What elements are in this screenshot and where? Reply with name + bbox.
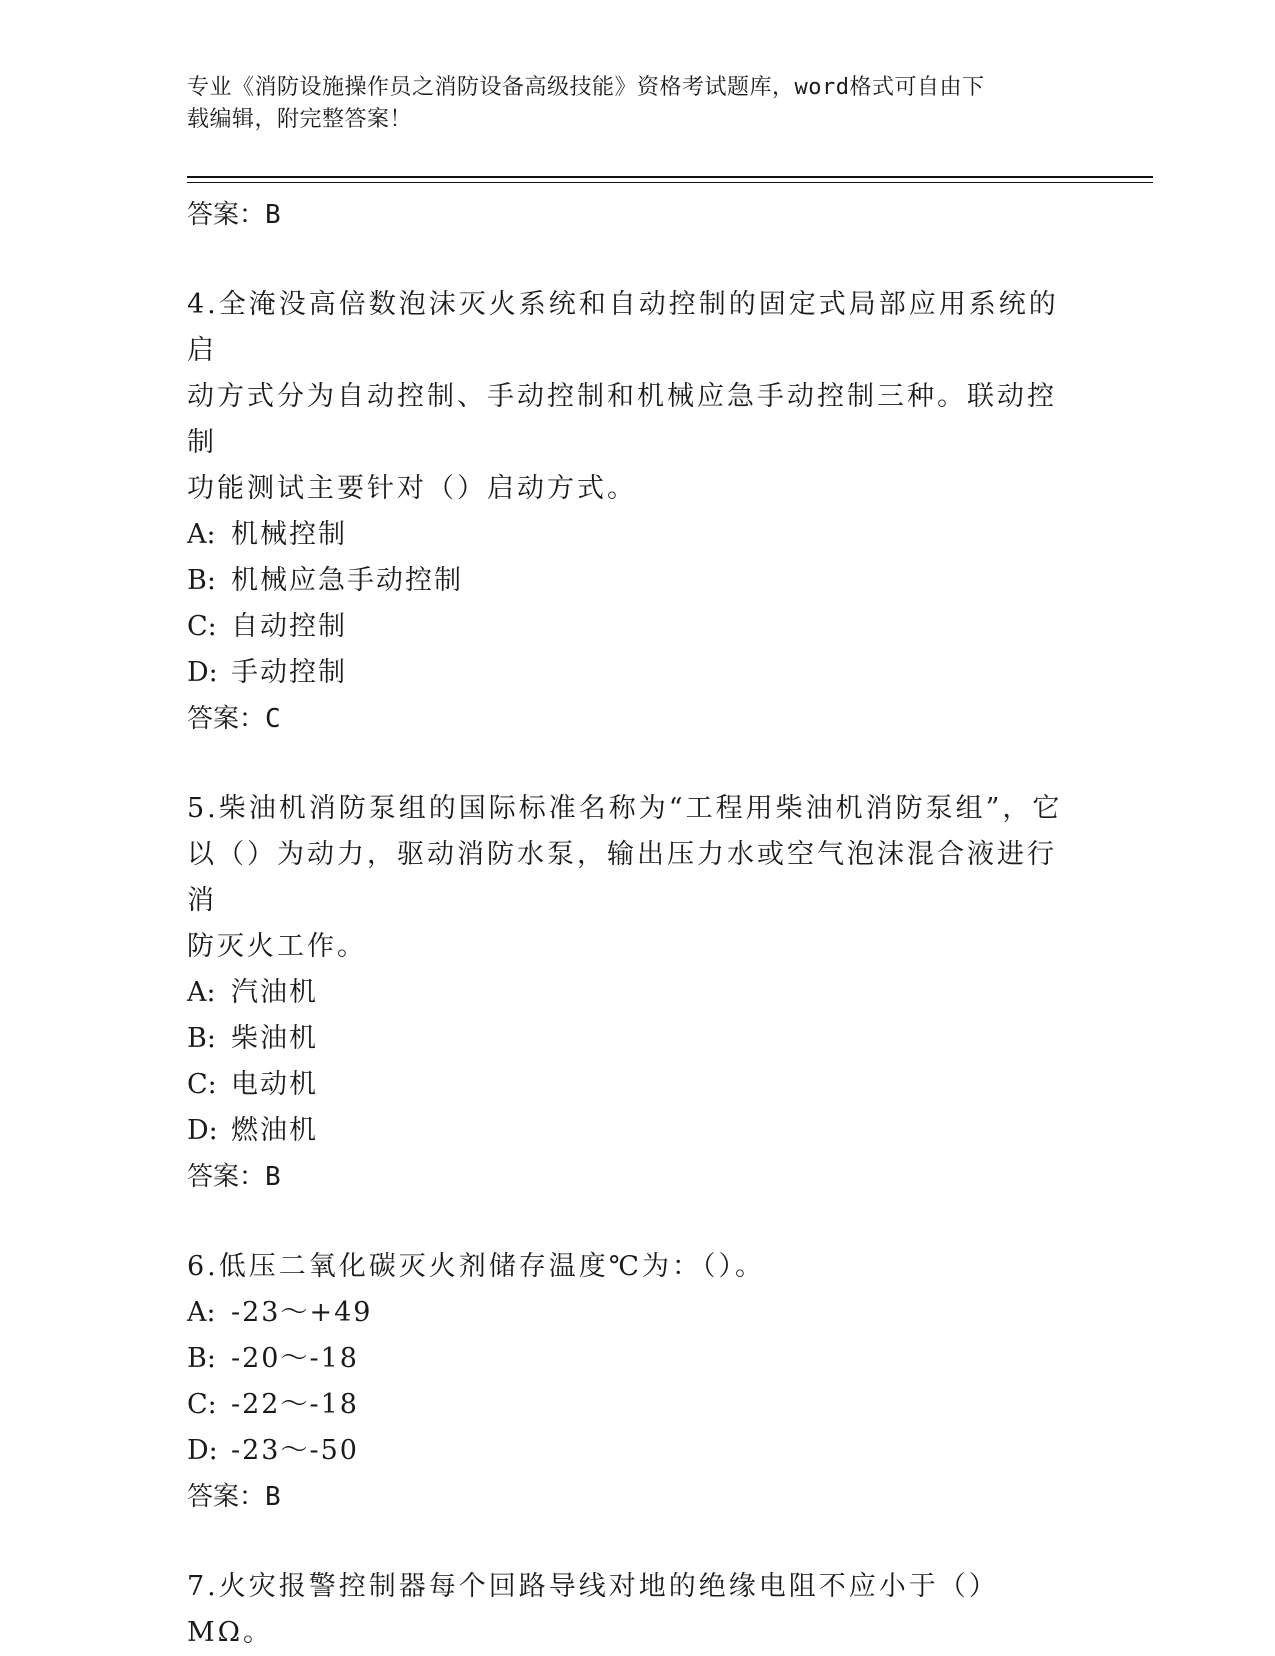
option-d bbox=[187, 650, 1067, 696]
document-header bbox=[187, 72, 1067, 136]
header-divider-thick bbox=[187, 176, 1153, 178]
question-line: 防灭火工作。 bbox=[187, 931, 367, 962]
option-b bbox=[187, 1336, 1067, 1382]
question-line: 功能测试主要针对（）启动方式。 bbox=[187, 473, 637, 504]
question-text bbox=[187, 1564, 1067, 1656]
previous-answer: 答案：B bbox=[187, 200, 281, 230]
question-5 bbox=[187, 786, 1067, 1200]
option-letter: B: bbox=[187, 1023, 216, 1054]
header-divider-thin bbox=[187, 182, 1153, 183]
question-text bbox=[187, 282, 1067, 512]
option-text: -20～-18 bbox=[231, 1343, 359, 1374]
option-letter: A: bbox=[187, 1297, 216, 1328]
option-text: 燃油机 bbox=[231, 1115, 318, 1146]
question-4 bbox=[187, 282, 1067, 742]
option-letter: C: bbox=[187, 1069, 217, 1100]
option-text: 机械应急手动控制 bbox=[231, 565, 463, 596]
question-list bbox=[187, 192, 1067, 1656]
question-line: 7.火灾报警控制器每个回路导线对地的绝缘电阻不应小于（）MΩ。 bbox=[187, 1571, 999, 1648]
option-letter: B: bbox=[187, 565, 216, 596]
option-c bbox=[187, 1062, 1067, 1108]
option-d bbox=[187, 1428, 1067, 1474]
header-line-1: 专业《消防设施操作员之消防设备高级技能》资格考试题库，word格式可自由下 bbox=[187, 75, 985, 100]
option-text: 机械控制 bbox=[231, 519, 347, 550]
question-6 bbox=[187, 1244, 1067, 1520]
option-text: 柴油机 bbox=[231, 1023, 318, 1054]
option-a bbox=[187, 512, 1067, 558]
option-letter: A: bbox=[187, 977, 216, 1008]
option-text: -23～-50 bbox=[231, 1435, 359, 1466]
option-letter: C: bbox=[187, 611, 217, 642]
option-letter: D: bbox=[187, 1435, 218, 1466]
option-text: 自动控制 bbox=[231, 611, 347, 642]
option-a bbox=[187, 1290, 1067, 1336]
answer: 答案：C bbox=[187, 704, 281, 734]
question-line: 5.柴油机消防泵组的国际标准名称为“工程用柴油机消防泵组”，它 bbox=[187, 793, 1063, 824]
option-letter: D: bbox=[187, 657, 218, 688]
answer: 答案：B bbox=[187, 1482, 281, 1512]
answer: 答案：B bbox=[187, 1162, 281, 1192]
question-line: 以（）为动力，驱动消防水泵，输出压力水或空气泡沫混合液进行消 bbox=[187, 839, 1057, 916]
option-c bbox=[187, 1382, 1067, 1428]
option-letter: A: bbox=[187, 519, 216, 550]
option-letter: B: bbox=[187, 1343, 216, 1374]
option-letter: C: bbox=[187, 1389, 217, 1420]
option-text: -23～+49 bbox=[231, 1297, 373, 1328]
question-line: 4.全淹没高倍数泡沫灭火系统和自动控制的固定式局部应用系统的启 bbox=[187, 289, 1059, 366]
header-line-2: 载编辑，附完整答案！ bbox=[187, 107, 413, 132]
option-c bbox=[187, 604, 1067, 650]
question-line: 6.低压二氧化碳灭火剂储存温度℃为：（）。 bbox=[187, 1251, 765, 1282]
option-b bbox=[187, 558, 1067, 604]
question-text bbox=[187, 1244, 1067, 1290]
option-d bbox=[187, 1108, 1067, 1154]
option-letter: D: bbox=[187, 1115, 218, 1146]
option-text: 电动机 bbox=[231, 1069, 318, 1100]
option-text: 汽油机 bbox=[231, 977, 318, 1008]
option-a bbox=[187, 970, 1067, 1016]
option-text: 手动控制 bbox=[231, 657, 347, 688]
option-b bbox=[187, 1016, 1067, 1062]
question-7 bbox=[187, 1564, 1067, 1656]
question-text bbox=[187, 786, 1067, 970]
question-line: 动方式分为自动控制、手动控制和机械应急手动控制三种。联动控制 bbox=[187, 381, 1057, 458]
option-text: -22～-18 bbox=[231, 1389, 359, 1420]
